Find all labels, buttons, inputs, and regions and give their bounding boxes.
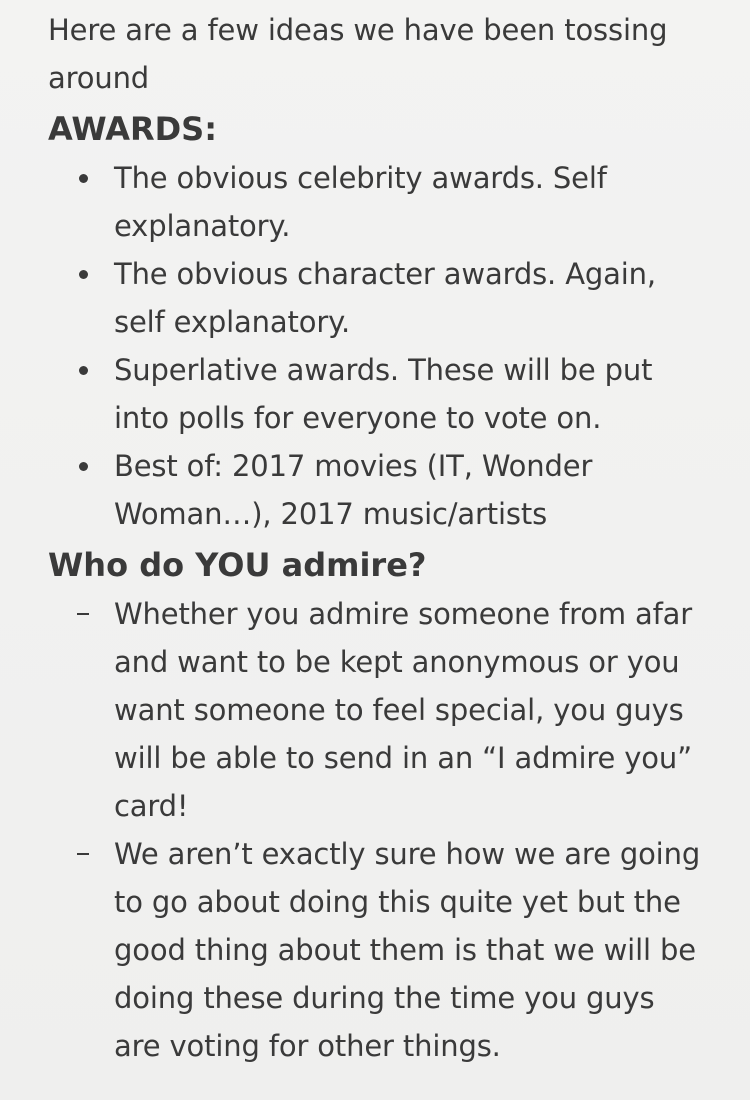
list-item-text: The obvious character awards. Again, self explanatory. [114, 257, 656, 339]
list-item [114, 346, 708, 442]
awards-heading: AWARDS: [48, 110, 217, 148]
bullet-icon [76, 250, 90, 298]
dash-icon [76, 590, 90, 638]
list-item-text: The obvious celebrity awards. Self explanatory. [114, 161, 607, 243]
list-item [114, 830, 708, 1070]
list-item-text: Superlative awards. These will be put into polls for everyone to vote on. [114, 353, 653, 435]
list-item [114, 154, 708, 250]
list-item [114, 250, 708, 346]
list-item [114, 442, 708, 538]
list-item-text: Best of: 2017 movies (IT, Wonder Woman…), 2017 music/artists [114, 449, 593, 531]
list-item-text: We aren’t exactly sure how we are going to go about doing this quite yet but the good thing about them is that we will be doing these during the time you guys are voting for other things. [114, 837, 701, 1063]
bullet-icon [76, 154, 90, 202]
awards-list [48, 154, 708, 538]
list-item-text: Whether you admire someone from afar and want to be kept anonymous or you want someone to feel special, you guys will be able to send in an “I admire you” card! [114, 597, 693, 823]
bullet-icon [76, 346, 90, 394]
admire-list [48, 590, 708, 1070]
list-item [114, 590, 708, 830]
intro-text: Here are a few ideas we have been tossing around [48, 13, 668, 95]
bullet-icon [76, 442, 90, 490]
admire-heading: Who do YOU admire? [48, 546, 427, 584]
dash-icon [76, 830, 90, 878]
